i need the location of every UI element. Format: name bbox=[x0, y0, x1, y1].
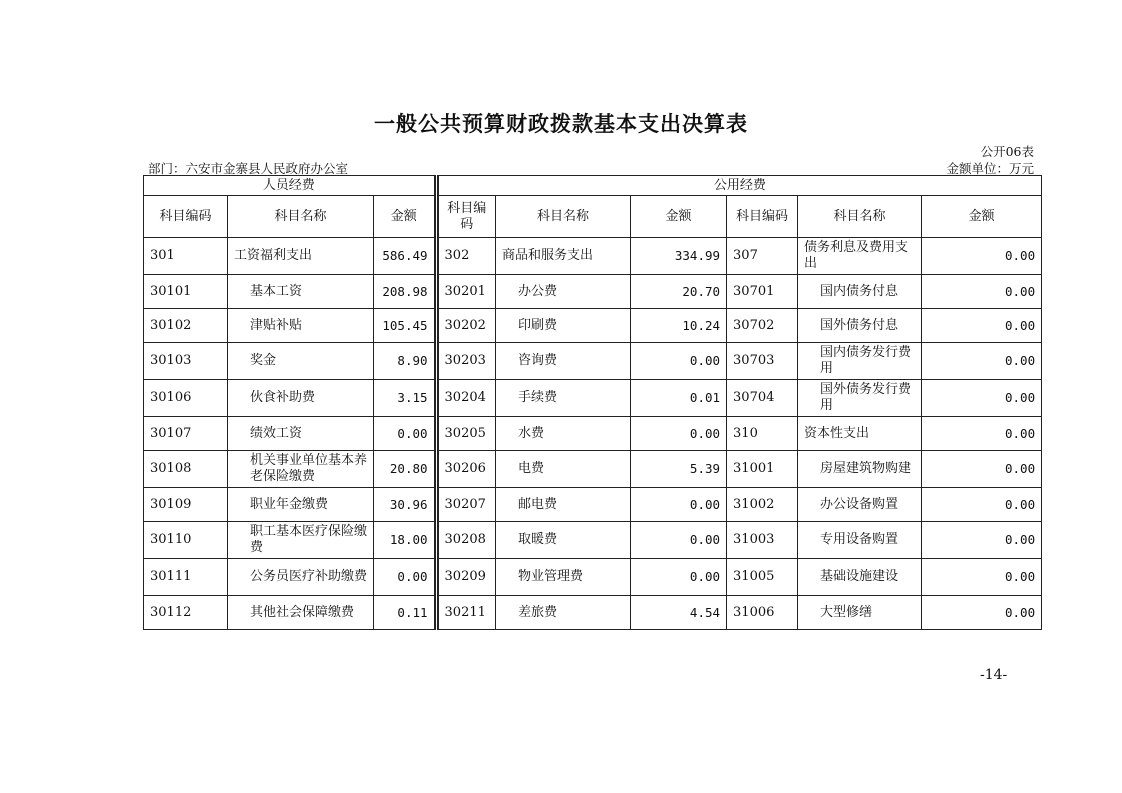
col-amount: 金额 bbox=[374, 196, 435, 238]
code-cell: 31003 bbox=[727, 522, 798, 559]
code-cell: 30206 bbox=[438, 451, 496, 488]
name-cell: 专用设备购置 bbox=[798, 522, 922, 559]
amount-cell: 0.00 bbox=[922, 522, 1042, 559]
page-title: 一般公共预算财政拨款基本支出决算表 bbox=[374, 112, 748, 136]
amount-cell: 0.00 bbox=[922, 417, 1042, 451]
name-cell: 奖金 bbox=[228, 343, 374, 380]
table-row bbox=[144, 596, 1042, 630]
code-cell: 30704 bbox=[727, 380, 798, 417]
name-cell: 基础设施建设 bbox=[798, 559, 922, 596]
expenditure-table bbox=[143, 175, 1042, 630]
code-cell: 302 bbox=[438, 238, 496, 275]
code-cell: 30111 bbox=[144, 559, 228, 596]
amount-cell: 20.80 bbox=[374, 451, 435, 488]
amount-cell: 10.24 bbox=[631, 309, 727, 343]
name-cell: 绩效工资 bbox=[228, 417, 374, 451]
amount-unit-label: 金额单位：万元 bbox=[946, 161, 1034, 176]
col-name-3: 科目名称 bbox=[798, 196, 922, 238]
name-cell: 国内债务付息 bbox=[798, 275, 922, 309]
code-cell: 30109 bbox=[144, 488, 228, 522]
section-public: 公用经费 bbox=[438, 176, 1042, 196]
department-label: 部门：六安市金寨县人民政府办公室 bbox=[148, 161, 349, 176]
amount-cell: 4.54 bbox=[631, 596, 727, 630]
name-cell: 职业年金缴费 bbox=[228, 488, 374, 522]
name-cell: 国外债务发行费用 bbox=[798, 380, 922, 417]
name-cell: 公务员医疗补助缴费 bbox=[228, 559, 374, 596]
amount-cell: 586.49 bbox=[374, 238, 435, 275]
amount-cell: 0.00 bbox=[631, 343, 727, 380]
code-cell: 30203 bbox=[438, 343, 496, 380]
amount-cell: 0.00 bbox=[922, 343, 1042, 380]
amount-cell: 0.00 bbox=[922, 596, 1042, 630]
name-cell: 房屋建筑物购建 bbox=[798, 451, 922, 488]
code-cell: 30202 bbox=[438, 309, 496, 343]
code-cell: 30103 bbox=[144, 343, 228, 380]
page-number: -14- bbox=[980, 667, 1008, 683]
col-code: 科目编码 bbox=[144, 196, 228, 238]
code-cell: 30211 bbox=[438, 596, 496, 630]
table-row bbox=[144, 343, 1042, 380]
name-cell: 差旅费 bbox=[496, 596, 631, 630]
amount-cell: 0.01 bbox=[631, 380, 727, 417]
code-cell: 30110 bbox=[144, 522, 228, 559]
amount-cell: 20.70 bbox=[631, 275, 727, 309]
code-cell: 30101 bbox=[144, 275, 228, 309]
code-cell: 30108 bbox=[144, 451, 228, 488]
table-row bbox=[144, 380, 1042, 417]
code-cell: 31005 bbox=[727, 559, 798, 596]
code-cell: 30112 bbox=[144, 596, 228, 630]
name-cell: 其他社会保障缴费 bbox=[228, 596, 374, 630]
amount-cell: 0.00 bbox=[631, 522, 727, 559]
amount-cell: 105.45 bbox=[374, 309, 435, 343]
column-header-row bbox=[144, 196, 1042, 238]
code-cell: 30205 bbox=[438, 417, 496, 451]
name-cell: 伙食补助费 bbox=[228, 380, 374, 417]
col-code-3: 科目编码 bbox=[727, 196, 798, 238]
col-name-2: 科目名称 bbox=[496, 196, 631, 238]
code-cell: 31001 bbox=[727, 451, 798, 488]
amount-cell: 0.00 bbox=[922, 275, 1042, 309]
amount-cell: 0.00 bbox=[374, 417, 435, 451]
name-cell: 电费 bbox=[496, 451, 631, 488]
amount-cell: 334.99 bbox=[631, 238, 727, 275]
code-cell: 30208 bbox=[438, 522, 496, 559]
amount-cell: 0.00 bbox=[374, 559, 435, 596]
table-row bbox=[144, 417, 1042, 451]
amount-cell: 208.98 bbox=[374, 275, 435, 309]
section-header-row bbox=[144, 176, 1042, 196]
amount-cell: 0.00 bbox=[631, 488, 727, 522]
name-cell: 国内债务发行费用 bbox=[798, 343, 922, 380]
code-cell: 30703 bbox=[727, 343, 798, 380]
amount-cell: 0.00 bbox=[922, 488, 1042, 522]
name-cell: 债务利息及费用支出 bbox=[798, 238, 922, 275]
code-cell: 307 bbox=[727, 238, 798, 275]
code-cell: 310 bbox=[727, 417, 798, 451]
table-row bbox=[144, 309, 1042, 343]
col-amount-2: 金额 bbox=[631, 196, 727, 238]
name-cell: 大型修缮 bbox=[798, 596, 922, 630]
name-cell: 手续费 bbox=[496, 380, 631, 417]
code-cell: 30201 bbox=[438, 275, 496, 309]
amount-cell: 18.00 bbox=[374, 522, 435, 559]
name-cell: 职工基本医疗保险缴费 bbox=[228, 522, 374, 559]
code-cell: 30207 bbox=[438, 488, 496, 522]
amount-cell: 0.00 bbox=[922, 309, 1042, 343]
code-cell: 30102 bbox=[144, 309, 228, 343]
name-cell: 咨询费 bbox=[496, 343, 631, 380]
code-cell: 30204 bbox=[438, 380, 496, 417]
table-row bbox=[144, 275, 1042, 309]
code-cell: 30107 bbox=[144, 417, 228, 451]
name-cell: 津贴补贴 bbox=[228, 309, 374, 343]
table-row bbox=[144, 559, 1042, 596]
amount-cell: 0.00 bbox=[631, 559, 727, 596]
amount-cell: 3.15 bbox=[374, 380, 435, 417]
name-cell: 资本性支出 bbox=[798, 417, 922, 451]
amount-cell: 0.00 bbox=[922, 559, 1042, 596]
col-amount-3: 金额 bbox=[922, 196, 1042, 238]
amount-cell: 0.00 bbox=[922, 238, 1042, 275]
name-cell: 国外债务付息 bbox=[798, 309, 922, 343]
table-row bbox=[144, 238, 1042, 275]
amount-cell: 5.39 bbox=[631, 451, 727, 488]
form-number: 公开06表 bbox=[980, 144, 1034, 159]
amount-cell: 8.90 bbox=[374, 343, 435, 380]
amount-cell: 0.00 bbox=[922, 451, 1042, 488]
name-cell: 商品和服务支出 bbox=[496, 238, 631, 275]
amount-cell: 0.00 bbox=[922, 380, 1042, 417]
name-cell: 印刷费 bbox=[496, 309, 631, 343]
code-cell: 30209 bbox=[438, 559, 496, 596]
name-cell: 水费 bbox=[496, 417, 631, 451]
name-cell: 邮电费 bbox=[496, 488, 631, 522]
name-cell: 取暖费 bbox=[496, 522, 631, 559]
col-name: 科目名称 bbox=[228, 196, 374, 238]
name-cell: 工资福利支出 bbox=[228, 238, 374, 275]
table-row bbox=[144, 488, 1042, 522]
code-cell: 30701 bbox=[727, 275, 798, 309]
name-cell: 办公设备购置 bbox=[798, 488, 922, 522]
code-cell: 31006 bbox=[727, 596, 798, 630]
table-row bbox=[144, 522, 1042, 559]
code-cell: 30106 bbox=[144, 380, 228, 417]
name-cell: 办公费 bbox=[496, 275, 631, 309]
col-code-2: 科目编码 bbox=[438, 196, 496, 238]
name-cell: 基本工资 bbox=[228, 275, 374, 309]
name-cell: 机关事业单位基本养老保险缴费 bbox=[228, 451, 374, 488]
code-cell: 31002 bbox=[727, 488, 798, 522]
table-row bbox=[144, 451, 1042, 488]
code-cell: 301 bbox=[144, 238, 228, 275]
amount-cell: 0.11 bbox=[374, 596, 435, 630]
amount-cell: 0.00 bbox=[631, 417, 727, 451]
name-cell: 物业管理费 bbox=[496, 559, 631, 596]
code-cell: 30702 bbox=[727, 309, 798, 343]
section-personnel: 人员经费 bbox=[144, 176, 435, 196]
amount-cell: 30.96 bbox=[374, 488, 435, 522]
